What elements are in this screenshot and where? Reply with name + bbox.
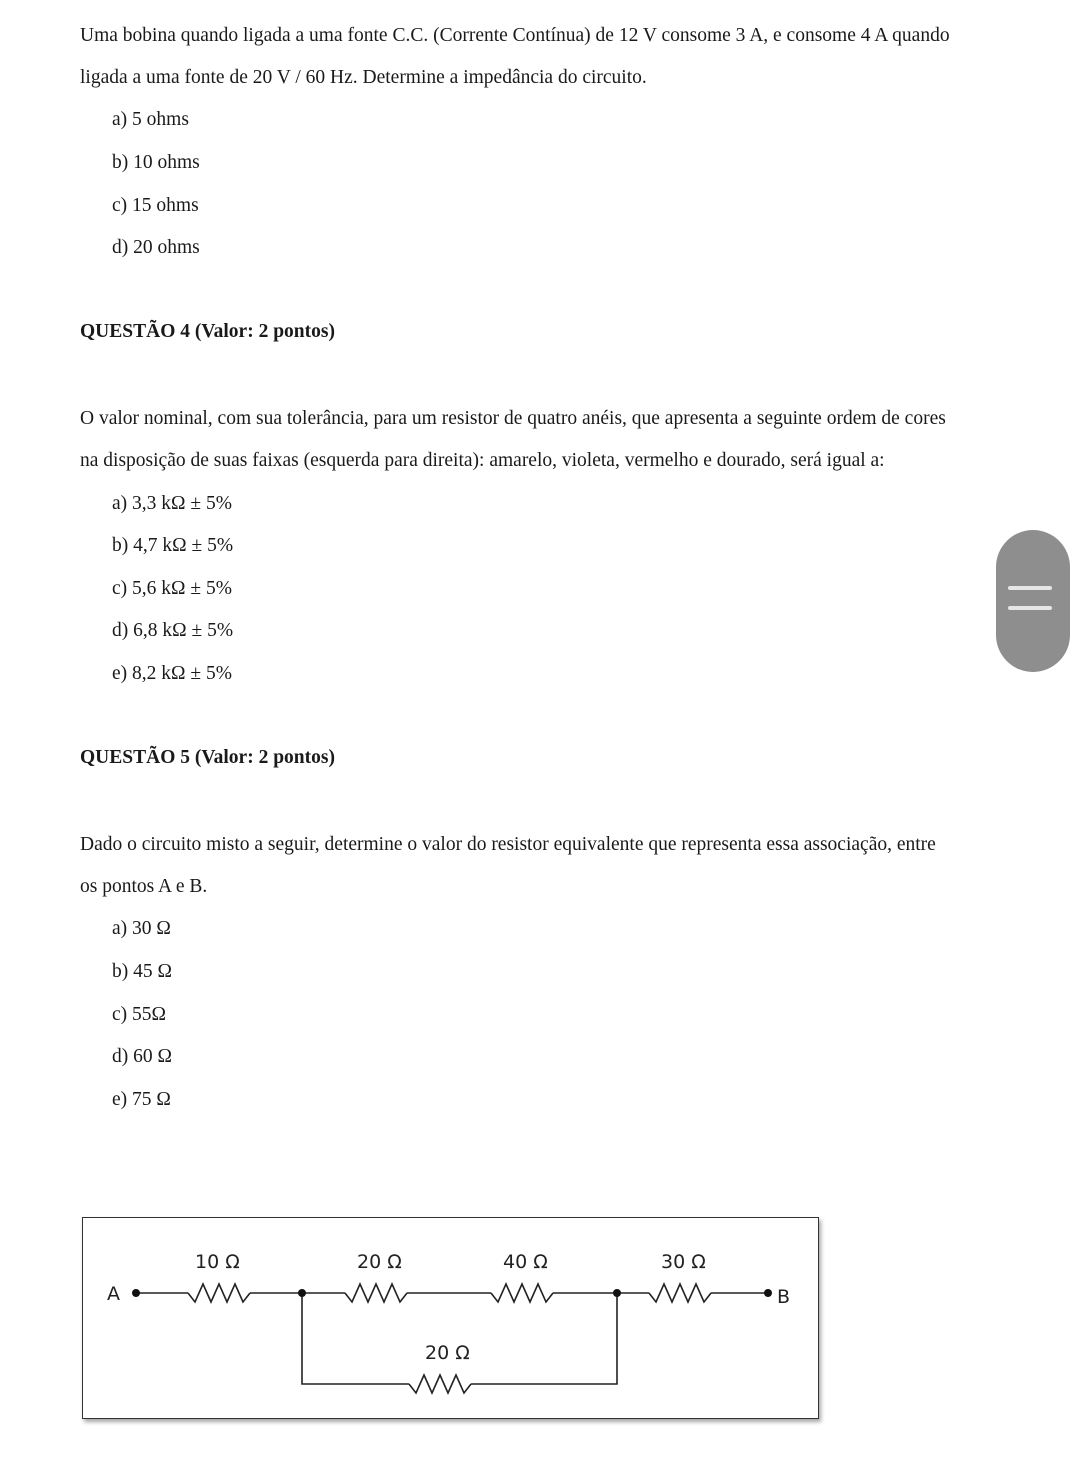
q4-heading: QUESTÃO 4 (Valor: 2 pontos) — [80, 321, 335, 342]
resistor-r2 — [345, 1284, 407, 1302]
wire — [471, 1293, 617, 1384]
resistor-r3 — [491, 1284, 553, 1302]
q5-option-b: b) 45 Ω — [112, 961, 172, 982]
scroll-handle[interactable] — [996, 530, 1070, 672]
q4-option-b: b) 4,7 kΩ ± 5% — [112, 535, 234, 556]
junction-dot — [298, 1289, 306, 1297]
q4-option-e: e) 8,2 kΩ ± 5% — [112, 663, 232, 684]
resistor-r4 — [649, 1284, 711, 1302]
q4-option-a: a) 3,3 kΩ ± 5% — [112, 493, 232, 514]
node-a-dot — [132, 1289, 140, 1297]
node-a-label: A — [107, 1283, 120, 1305]
q5-heading: QUESTÃO 5 (Valor: 2 pontos) — [80, 747, 335, 768]
q5-option-d: d) 60 Ω — [112, 1046, 172, 1067]
q5-option-a: a) 30 Ω — [112, 918, 171, 939]
r4-label: 30 Ω — [661, 1251, 706, 1273]
q3-line-1: Uma bobina quando ligada a uma fonte C.C. (Corrente Contínua) de 12 V consome 3 A, e consome 4 A quando — [80, 25, 950, 46]
r5-label: 20 Ω — [425, 1342, 470, 1364]
wire — [302, 1293, 409, 1384]
q3-option-c: c) 15 ohms — [112, 195, 199, 216]
q3-option-d: d) 20 ohms — [112, 237, 200, 258]
circuit-diagram — [83, 1218, 818, 1418]
junction-dot — [613, 1289, 621, 1297]
q3-line-2: ligada a uma fonte de 20 V / 60 Hz. Determine a impedância do circuito. — [80, 67, 647, 88]
q5-line-2: os pontos A e B. — [80, 876, 208, 897]
node-b-label: B — [777, 1286, 791, 1308]
resistor-r5 — [409, 1375, 471, 1393]
grip-line-icon — [1008, 586, 1052, 590]
q5-statement — [80, 824, 1010, 908]
resistor-r1 — [188, 1284, 250, 1302]
grip-line-icon — [1008, 606, 1052, 610]
q4-statement — [80, 398, 1010, 482]
node-b-dot — [764, 1289, 772, 1297]
q4-option-c: c) 5,6 kΩ ± 5% — [112, 578, 232, 599]
q4-option-d: d) 6,8 kΩ ± 5% — [112, 620, 234, 641]
r1-label: 10 Ω — [195, 1251, 240, 1273]
q4-line-2: na disposição de suas faixas (esquerda para direita): amarelo, violeta, vermelho e dourado, será igual a: — [80, 450, 885, 471]
q3-option-b: b) 10 ohms — [112, 152, 200, 173]
q3-statement — [80, 15, 1010, 99]
r3-label: 40 Ω — [503, 1251, 548, 1273]
q5-line-1: Dado o circuito misto a seguir, determine o valor do resistor equivalente que representa essa associação, entre — [80, 834, 936, 855]
circuit-figure — [82, 1217, 819, 1419]
q4-line-1: O valor nominal, com sua tolerância, para um resistor de quatro anéis, que apresenta a seguinte ordem de cores — [80, 408, 946, 429]
q5-option-c: c) 55Ω — [112, 1004, 167, 1025]
q5-option-e: e) 75 Ω — [112, 1089, 171, 1110]
r2-label: 20 Ω — [357, 1251, 402, 1273]
q3-option-a: a) 5 ohms — [112, 109, 189, 130]
